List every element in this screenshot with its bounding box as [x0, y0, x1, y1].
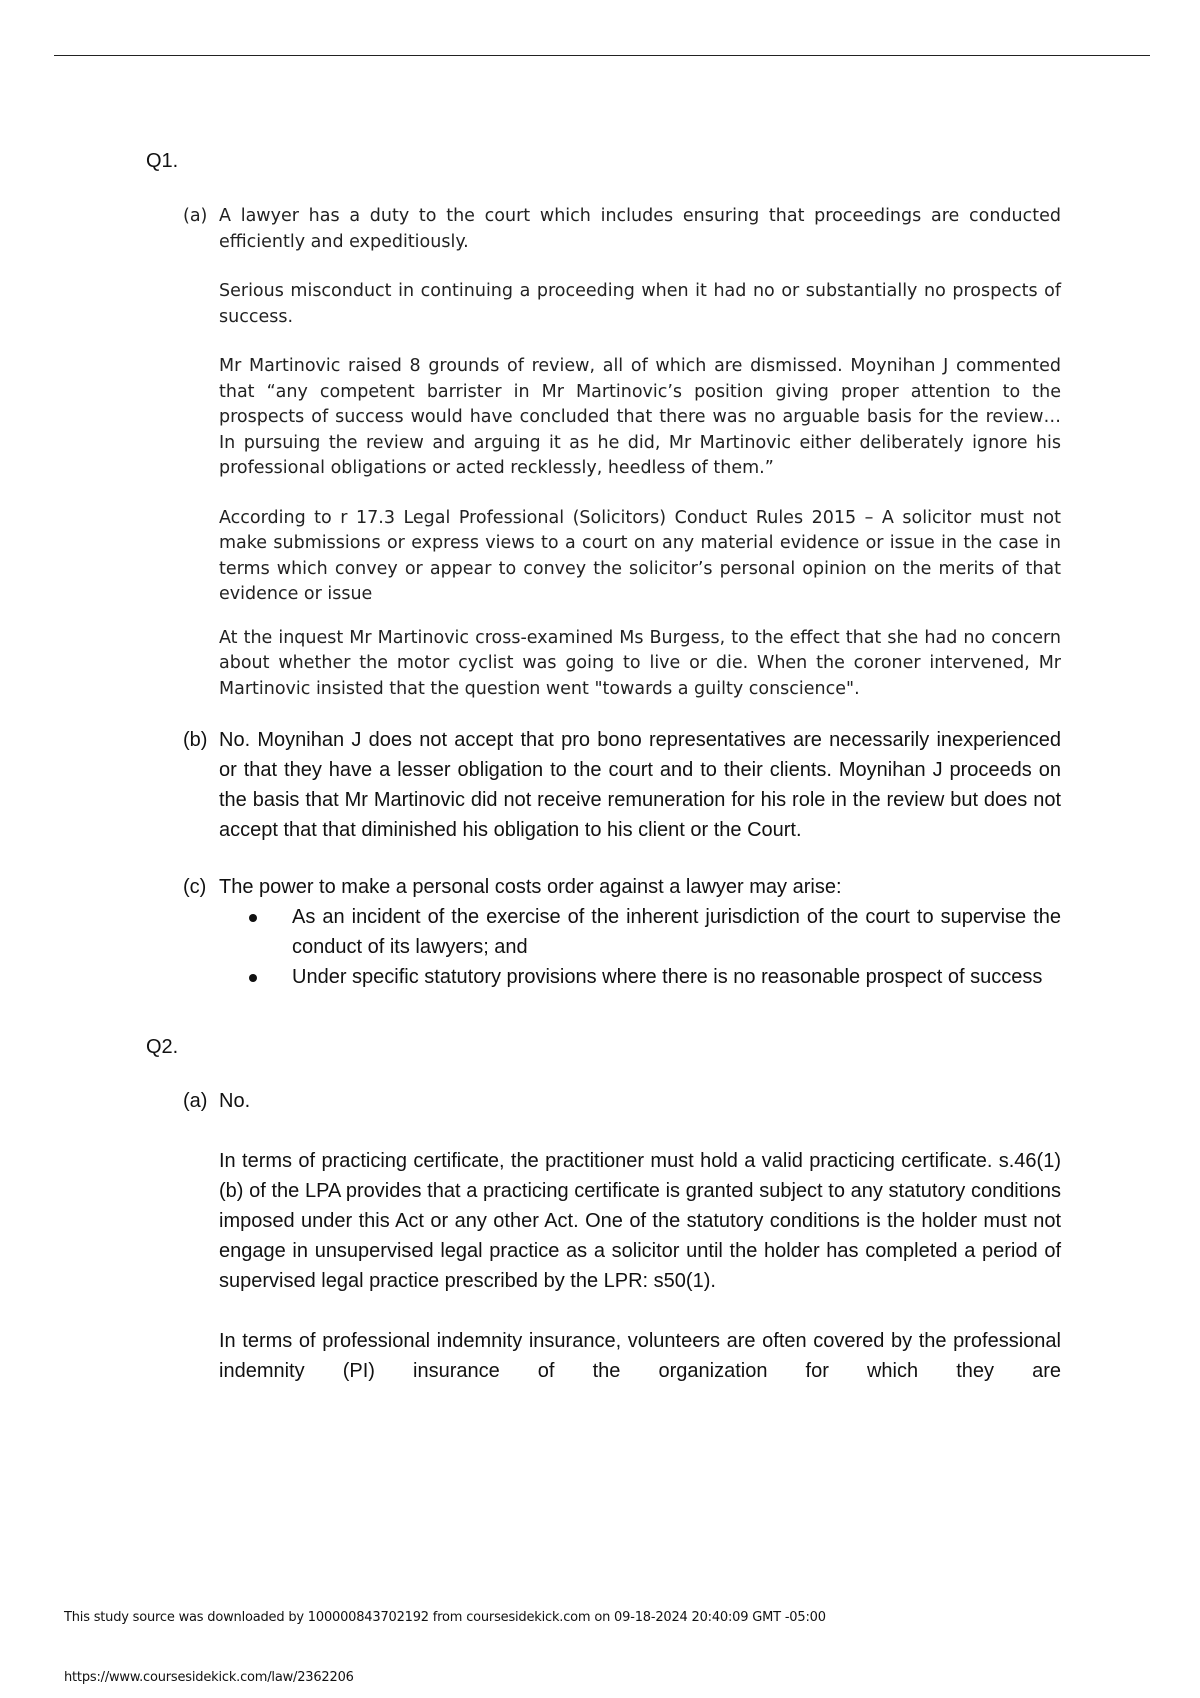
- q1-a-paragraph-3: Mr Martinovic raised 8 grounds of review, all of which are dismissed. Moynihan J commented that “any competent barrister in Mr Martinovic’s position giving proper attention to the prospects of success would have concluded that there was no arguable basis for the review… In pursuing the review and arguing it as he did, Mr Martinovic either deliberately ignore his professional obligations or acted recklessly, heedless of them.”: [219, 356, 1061, 478]
- q1-c-marker: (c): [183, 876, 207, 898]
- q2-a-paragraph-1: In terms of practicing certificate, the practitioner must hold a valid practicing certificate. s.46(1)(b) of the LPA provides that a practicing certificate is granted subject to any statutory conditions imposed under this Act or any other Act. One of the statutory conditions is the holder must not engage in unsupervised legal practice as a solicitor until the holder has completed a period of supervised legal practice prescribed by the LPR: s50(1).: [219, 1150, 1061, 1292]
- q1-part-c: [146, 872, 1061, 902]
- q1-b-marker: (b): [183, 729, 208, 751]
- q2-a-paragraph-2: In terms of professional indemnity insurance, volunteers are often covered by the professional indemnity (PI) insurance of the organization for which they are: [219, 1330, 1061, 1382]
- header-rule: [54, 55, 1150, 56]
- list-item: [219, 962, 1061, 992]
- bullet-icon: [249, 974, 257, 982]
- q1-heading: Q1.: [146, 150, 179, 172]
- q1-a-paragraph-5: At the inquest Mr Martinovic cross-examined Ms Burgess, to the effect that she had no concern about whether the motor cyclist was going to live or die. When the coroner intervened, Mr Martinovic insisted that the question went "towards a guilty conscience".: [219, 627, 1061, 699]
- q1-b-text: No. Moynihan J does not accept that pro bono representatives are necessarily inexperienced or that they have a lesser obligation to the court and to their clients. Moynihan J proceeds on the basis that Mr Martinovic did not receive remuneration for his role in the review but does not accept that that diminished his obligation to his client or the Court.: [219, 729, 1061, 841]
- q1-c-bullet-2: Under specific statutory provisions where there is no reasonable prospect of success: [292, 966, 1043, 988]
- q1-a-marker: (a): [183, 206, 208, 226]
- download-note: This study source was downloaded by 100000843702192 from coursesidekick.com on 09-18-2024 20:40:09 GMT -05:00: [64, 1610, 826, 1625]
- q1-a-paragraph-2: Serious misconduct in continuing a proceeding when it had no or substantially no prospects of success.: [219, 281, 1061, 327]
- source-url-link[interactable]: https://www.coursesidekick.com/law/2362206: [64, 1670, 354, 1685]
- q2-heading: Q2.: [146, 1036, 179, 1058]
- q1-c-bullet-list: [219, 902, 1061, 992]
- q1-a-paragraph-1: A lawyer has a duty to the court which includes ensuring that proceedings are conducted efficiently and expeditiously.: [219, 206, 1061, 252]
- q1-a-paragraph-4: According to r 17.3 Legal Professional (Solicitors) Conduct Rules 2015 – A solicitor must not make submissions or express views to a court on any material evidence or issue in the case in terms which convey or appear to convey the solicitor’s personal opinion on the merits of that evidence or issue: [219, 507, 1061, 604]
- q2-a-answer: No.: [219, 1090, 251, 1112]
- list-item: [219, 902, 1061, 962]
- q1-part-a: [146, 204, 1061, 702]
- q2-part-a: [146, 1086, 1061, 1386]
- q1-part-b: [146, 725, 1061, 845]
- q1-c-intro: The power to make a personal costs order against a lawyer may arise:: [219, 876, 842, 898]
- document-body: [146, 150, 1061, 1386]
- q1-c-bullet-1: As an incident of the exercise of the inherent jurisdiction of the court to supervise the conduct of its lawyers; and: [292, 906, 1061, 958]
- bullet-icon: [249, 914, 257, 922]
- q2-a-marker: (a): [183, 1090, 208, 1112]
